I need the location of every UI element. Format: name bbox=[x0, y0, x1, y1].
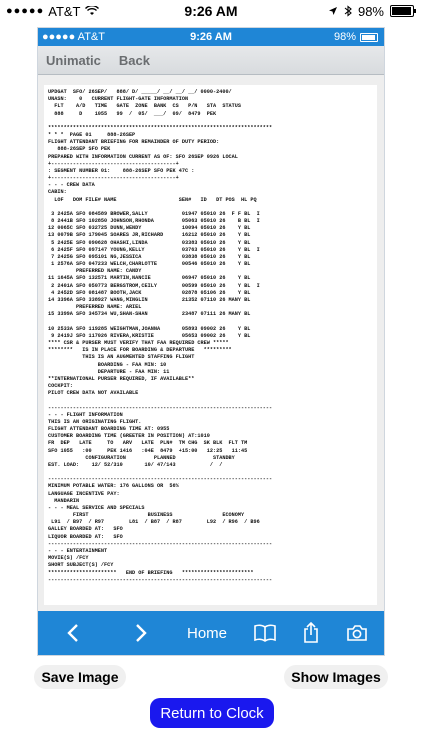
document-line: LOF DOM FILE# NAME SEN# ID DT POS HL PQ bbox=[54, 196, 257, 203]
document-line: MINIMUM POTABLE WATER: 176 GALLONS OR 56% bbox=[48, 483, 179, 490]
status-time: 9:26 AM bbox=[184, 3, 238, 19]
briefing-document bbox=[44, 85, 377, 605]
back-button[interactable]: Back bbox=[118, 52, 150, 68]
document-line: 10 2533A SFO 119285 WEIGHTMAN,JOANNA 05893 09002 26 Y BL bbox=[48, 325, 251, 332]
document-line: 12 0065C SFO 032725 DUNN,WENDY 10094 05010 26 Y BL bbox=[48, 225, 251, 232]
document-line: ------------------------------------------------------------------------ bbox=[48, 540, 273, 547]
document-line: L91 / B97 / R97 L81 / B87 / R87 L92 / R96 / B96 bbox=[51, 519, 260, 526]
inner-status-right bbox=[334, 31, 378, 43]
document-line: 4 2452D SFO 081487 BOOTH,JACK 02878 05106 26 Y BL bbox=[51, 289, 251, 296]
document-line: DEPARTURE - FAA MIN: 11 bbox=[97, 368, 170, 375]
screenshot-viewer bbox=[38, 28, 384, 655]
document-line: MOVIE(S) /FCY bbox=[48, 555, 89, 562]
inner-carrier-label: AT&T bbox=[77, 31, 105, 43]
inner-carrier: ●●●●● AT&T bbox=[42, 31, 105, 43]
document-line: **** CSR & PURSER MUST VERIFY THAT FAA REQUIRED CREW ***** bbox=[48, 340, 229, 347]
document-line: **INTERNATIONAL PURSER REQUIRED, IF AVAILABLE** bbox=[48, 375, 195, 382]
document-line: 13 0079B SFO 179045 SOARES JR,RICHARD 16212 05010 26 Y BL bbox=[48, 232, 251, 239]
forward-arrow-button[interactable] bbox=[126, 611, 156, 655]
document-line: GALLEY BOARDED AT: SFO bbox=[48, 526, 123, 533]
document-line: MANDARIN bbox=[54, 497, 80, 504]
document-line: PREFERRED NAME: CANDY bbox=[76, 268, 142, 275]
document-line: 2 2401A SFO 050773 BERGSTROM,CEILY 00599 05010 26 Y BL I bbox=[51, 282, 260, 289]
briefing-text bbox=[44, 85, 377, 584]
document-line: PREFERRED NAME: ARIEL bbox=[76, 304, 142, 311]
document-line: COCKPIT: bbox=[48, 383, 73, 390]
document-line: ------------------------------------------------------------------------ bbox=[48, 476, 273, 483]
document-line: CUSTOMER BOARDING TIME (GREETER IN POSITION) AT:1010 bbox=[48, 433, 210, 440]
share-icon bbox=[302, 622, 320, 644]
book-icon bbox=[253, 624, 277, 642]
camera-icon bbox=[346, 624, 368, 642]
save-image-button[interactable]: Save Image bbox=[34, 665, 126, 689]
browser-toolbar bbox=[38, 611, 384, 655]
document-line: FLIGHT ATTENDANT BRIEFING FOR REMAINDER OF DUTY PERIOD: bbox=[48, 139, 220, 146]
show-images-button[interactable]: Show Images bbox=[284, 665, 388, 689]
document-line: FLT A/D TIME GATE ZONE BANK CS P/N STA STATUS bbox=[54, 103, 242, 110]
document-line: 5 2425E SFO 090628 OHASHI,LINDA 03383 05010 26 Y BL bbox=[51, 239, 251, 246]
return-to-clock-button[interactable]: Return to Clock bbox=[150, 698, 274, 728]
document-line: LANGUAGE INCENTIVE PAY: bbox=[48, 490, 120, 497]
document-line: ------------------------------------------------------------------------ bbox=[48, 576, 273, 583]
device-status-bar bbox=[0, 0, 422, 22]
battery-icon bbox=[390, 5, 414, 17]
navbar-title[interactable]: Unimatic bbox=[46, 52, 101, 68]
document-line: THIS IS AN AUGMENTED STAFFING FLIGHT bbox=[82, 354, 195, 361]
document-line: 888-26SEP SFO PEK bbox=[57, 146, 111, 153]
document-line: FLIGHT ATTENDANT BOARDING TIME AT: 0955 bbox=[48, 426, 170, 433]
document-line: 888 D 1055 99 / 05/ ___/ 09/ 8479 PEK bbox=[54, 110, 217, 117]
document-line: BOARDING - FAA MIN: 10 bbox=[97, 361, 167, 368]
chevron-left-icon bbox=[66, 623, 80, 643]
bottom-controls bbox=[0, 655, 422, 750]
document-line: UPDGAT SFO/ 26SEP/ 888/ D/ _____/ __/ __/ __/ 0000-2400/ bbox=[48, 89, 232, 95]
document-line: SFO 1055 :00 PEK 1416 :04E 8479 +15:00 12:25 11:45 bbox=[48, 447, 248, 454]
document-line: UNASN: 0 CURRENT FLIGHT-GATE INFORMATION bbox=[48, 96, 189, 103]
signal-dots-icon: ●●●●● bbox=[6, 5, 45, 17]
document-line: 9 2419J SFO 117026 RIVERA,KRISTIE 05653 09002 26 Y BL bbox=[51, 332, 251, 339]
document-line: - - - ENTERTAINMENT bbox=[48, 548, 108, 554]
document-line: ******** IS IN PLACE FOR BOARDING & DEPARTURE ********* bbox=[48, 347, 232, 354]
back-arrow-button[interactable] bbox=[58, 611, 88, 655]
document-line: CABIN: bbox=[48, 189, 67, 196]
share-button[interactable] bbox=[296, 611, 326, 655]
document-line: ************************************************************************ bbox=[48, 124, 273, 131]
document-line: ********************** END OF BRIEFING *********************** bbox=[48, 569, 254, 576]
document-line: FIRST BUSINESS ECONOMY bbox=[72, 512, 245, 519]
document-line: 11 1645A SFO 132571 MARTIN,NANCIE 06947 05010 26 Y BL bbox=[48, 275, 251, 282]
battery-percent: 98% bbox=[357, 3, 384, 19]
inner-battery-icon bbox=[360, 33, 378, 42]
document-line: +----------------------------------------+ bbox=[48, 160, 179, 167]
document-area bbox=[38, 75, 384, 611]
home-label: Home bbox=[186, 624, 227, 642]
app-navbar bbox=[38, 46, 384, 75]
document-line: - - - FLIGHT INFORMATION bbox=[48, 411, 123, 418]
bluetooth-icon bbox=[344, 5, 352, 17]
document-line: 15 3399A SFO 345734 WU,SHAN-SHAN 23487 07111 26 MANY BL bbox=[48, 311, 251, 318]
document-line: PREPARED WITH INFORMATION CURRENT AS OF: SFO 26SEP 0926 LOCAL bbox=[48, 153, 238, 160]
document-line: 3 2425A SFO 084589 BROWER,SALLY 01947 05010 26 F F BL I bbox=[51, 210, 260, 217]
document-line: - - - MEAL SERVICE AND SPECIALS bbox=[48, 504, 145, 511]
document-line: 1 2576A SFO 047233 WELCH,CHARLOTTE 00546 05010 26 Y BL bbox=[51, 261, 251, 268]
document-line: +----------------------------------------+ bbox=[48, 175, 179, 182]
inner-status-bar bbox=[38, 28, 384, 46]
location-arrow-icon bbox=[328, 6, 338, 16]
chevron-right-icon bbox=[134, 623, 148, 643]
home-button[interactable] bbox=[182, 611, 232, 655]
bookmarks-button[interactable] bbox=[248, 611, 282, 655]
inner-battery-percent: 98% bbox=[333, 31, 356, 43]
camera-button[interactable] bbox=[340, 611, 374, 655]
document-line: SHORT SUBJECT(S) /FCY bbox=[48, 562, 114, 569]
document-line: 14 3396A SFO 338927 WANG,MINGLIN 21352 07110 26 MANY BL bbox=[48, 296, 251, 303]
carrier-label: AT&T bbox=[48, 3, 81, 19]
document-line: EST. LOAD: 12/ 52/310 10/ 47/143 / / bbox=[48, 461, 223, 468]
document-line: 7 2425G SFO 095101 NG,JESSICA 03838 05010 26 Y BL bbox=[51, 253, 251, 260]
document-line: : SEGMENT NUMBER 01: 888-26SEP SFO PEK 47C : bbox=[48, 167, 195, 174]
document-line: CONFIGURATION PLANNED STANDBY bbox=[85, 454, 235, 461]
document-line: ------------------------------------------------------------------------ bbox=[48, 404, 273, 411]
inner-time: 9:26 AM bbox=[190, 31, 232, 43]
document-line: LIQUOR BOARDED AT: SFO bbox=[48, 533, 123, 540]
status-right bbox=[328, 4, 414, 19]
document-line: - - - CREW DATA bbox=[48, 182, 95, 189]
document-line: 8 2441B SFO 102850 JOHNSON,RHONDA 05063 05010 26 B BL I bbox=[51, 218, 260, 225]
document-line: THIS IS AN ORIGINATING FLIGHT. bbox=[48, 418, 142, 425]
document-line: PILOT CREW DATA NOT AVAILABLE bbox=[48, 390, 139, 397]
document-line: * * * PAGE 01 888-26SEP bbox=[48, 132, 136, 139]
document-line: 6 2425F SFO 097147 YOUNG,KELLY 03763 05010 26 Y BL I bbox=[51, 246, 260, 253]
document-line: FR DEP LATE TO ARV LATE PLN# TM CHG SK BLK FLT TM bbox=[48, 440, 248, 447]
